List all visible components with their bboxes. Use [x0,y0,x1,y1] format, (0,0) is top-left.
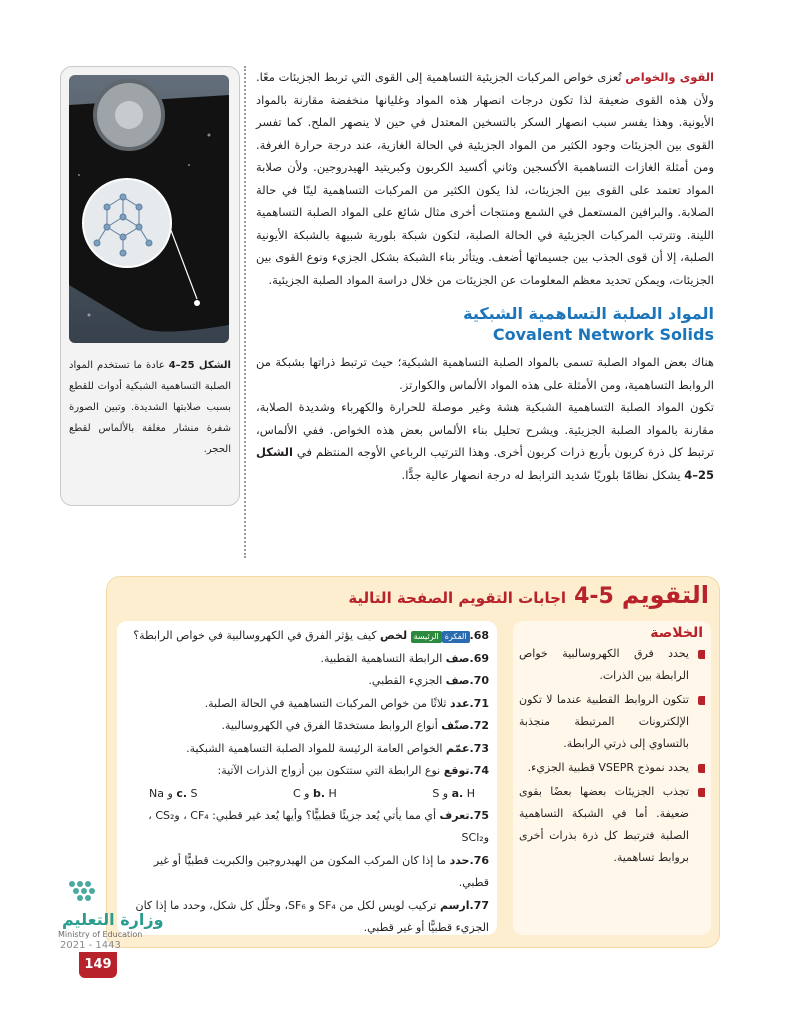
summary-item [513,757,711,779]
ministry-name-arabic: وزارة التعليم [62,910,164,929]
question-verb: حدد [449,853,470,867]
summary-item [513,643,711,687]
summary-item [513,781,711,869]
section-title-english: Covalent Network Solids [492,325,714,344]
pair-letter: c. [176,786,188,800]
assessment-subtitle: اجابات التقويم الصفحة التالية [348,589,567,607]
questions-panel [117,621,497,935]
question-text: تركيب لويس لكل من SF₄ و SF₆، وحلّل كل شكل، وحدد ما إذا كان الجزيء قطبيًّا أو غير قطبي. [135,898,489,934]
question-number: 75. [469,808,489,822]
question-number: 77. [469,898,489,912]
question-text: ما إذا كان المركب المكون من الهيدروجين والكبريت قطبيًّا أو غير قطبي. [153,853,489,889]
question-75 [125,805,489,850]
figure-caption [69,355,231,460]
edition-year: 2021 - 1443 [60,940,121,951]
pair-letter: b. [312,786,326,800]
question-71 [125,693,489,716]
question-text: كيف يؤثر الفرق في الكهروسالبية في خواص الرابطة؟ [133,629,381,642]
question-text: الجزيء القطبي. [368,674,446,687]
pair-b [293,783,337,805]
paragraph-lead: القوى والخواص [625,70,714,84]
question-verb: صنّف [441,719,470,732]
question-verb: عمّم [445,741,470,755]
question-verb: ارسم [439,898,470,912]
page-number: 149 [79,952,117,978]
column-divider [244,66,246,558]
summary-text: يحدد فرق الكهروسالبية خواص الرابطة بين الذرات. [519,647,689,682]
question-text: ثلاثًا من خواص المركبات التساهمية في الحالة الصلبة. [204,696,450,710]
assessment-box [106,576,720,948]
question-text: الخواص العامة الرئيسة للمواد الصلبة التساهمية الشبكية. [186,741,446,755]
question-text: نوع الرابطة التي ستتكون بين أزواج الذرات الآتية: [217,764,444,777]
paragraph-network-properties [256,396,714,486]
idea-tag: الفكرة [442,631,470,643]
saw-blade-photo [69,75,229,343]
caption-label: الشكل 25–4 [168,360,231,371]
question-number: 69. [469,651,489,665]
assessment-title: التقويم [621,581,709,609]
question-73 [125,738,489,761]
question-text: أنواع الروابط مستخدمًا الفرق في الكهروسالبية. [221,719,442,732]
summary-text: تجذب الجزيئات بعضها بعضًا بقوى ضعيفة. أما في الشبكة التساهمية الصلبة فترتبط كل ذرة بذرات أخرى بروابط تساهمية. [519,785,689,864]
main-tag: الرئيسة [411,631,442,643]
paragraph-body: تُعزى خواص المركبات الجزيئية التساهمية إلى القوى التي تربط الجزيئات معًا. ولأن هذه القوى ضعيفة لذا تكون درجات انصهار هذه المواد وغليانها منخفضة مقارنة بالمواد الأيونية. وهذا يفسر سبب انصهار السكر بالتسخين المعتدل في حين لا ينصهر الملح. كما تفسر القوى بين الجزيئات وجود الكثير من المواد الجزيئية في الحالة الغازية، عند درجة حرارة الغرفة. ومن أمثلة الغازات التساهمية الأكسجين وثاني أكسيد الكربون وكبريتيد الهيدروجين. ولأن صلابة المواد تعتمد على القوى بين الجزيئات، لذا يكون الكثير من المركبات التساهمية لينًا في حالة الصلابة. والبرافين المستعمل في الشمع ومنتجات أخرى مثال شائع على المواد الصلبة التساهمية اللينة. وتترتب المركبات الجزيئية في الحالة الصلبة، لتكون شبكة بلورية شبيهة بالشبكة الأيونية الصلبة، إلا أن قوى الجذب بين جسيماتها أضعف. ويتأثر بناء الشبكة بشكل الجزيء ونوع القوى بين الجزيئات، ويمكن تحديد معظم المعلومات عن الجزيئات من خلال دراسة المواد الصلبة الجزيئية. [256,70,714,287]
paragraph-forces-properties [256,66,714,291]
question-verb: تعرف [439,808,470,822]
bullet-icon [698,696,705,705]
summary-text: يحدد نموذج VSEPR قطبية الجزيء. [527,761,689,774]
question-verb: صف [445,651,470,665]
question-text: الرابطة التساهمية القطبية. [320,651,446,665]
pair-atoms: H و C [292,786,337,800]
question-number: 70. [469,674,489,687]
assessment-header [348,581,709,609]
question-verb: توقع [443,764,470,777]
question-70 [125,670,489,693]
bullet-icon [698,788,705,797]
question-text: أي مما يأتي يُعد جزيئًا قطبيًّا؟ وأيها يُعد غير قطبي: CF₄ ، وCS₂ ، وSCl₂ [148,808,489,844]
main-text [256,66,714,486]
question-72 [125,715,489,738]
diamond-saw-image [69,75,229,343]
ministry-name-english: Ministry of Education [58,930,143,939]
pair-atoms: S و Na [149,786,198,800]
pair-atoms: H و S [432,786,475,800]
question-number: 72. [469,719,489,732]
bullet-icon [698,764,705,773]
summary-item [513,689,711,755]
question-verb: صف [445,674,470,687]
pair-letter: a. [451,786,464,800]
summary-text: تتكون الروابط القطبية عندما لا تكون الإلكترونات المرتبطة منجذبة بالتساوي إلى ذرتي الرابطة. [519,693,689,750]
question-74 [125,760,489,783]
figure-reference: الشكل 25–4 [256,445,714,482]
question-74-pairs [125,783,489,805]
question-number: 73. [469,741,489,755]
question-number: 68. [469,629,489,642]
paragraph-network-intro: هناك بعض المواد الصلبة تسمى بالمواد الصلبة التساهمية الشبكية؛ حيث ترتبط ذراتها بشبكة من الروابط التساهمية، ومن الأمثلة على هذه المواد الألماس والكوارتز. [256,355,714,392]
section-title-arabic: المواد الصلبة التساهمية الشبكية [463,304,714,323]
question-76 [125,850,489,895]
summary-title: الخلاصة [650,625,703,641]
summary-panel [513,621,711,935]
question-77 [125,895,489,940]
question-number: 76. [469,853,489,867]
question-68 [125,625,489,648]
question-verb: لخص [380,629,408,642]
question-number: 71. [469,696,489,710]
pair-c [149,783,197,805]
paragraph-text-2: يشكل نظامًا بلوريًا شديد الترابط له درجة انصهار عالية جدًّا. [401,467,685,482]
question-number: 74. [469,764,489,777]
caption-text: عادة ما تستخدم المواد الصلبة التساهمية الشبكية أدوات للقطع بسبب صلابتها الشديدة. وتبين الصورة شفرة منشار مغلفة بالألماس لقطع الحجر. [69,360,231,455]
question-verb: عدد [449,696,470,710]
paragraph-text-1: تكون المواد الصلبة التساهمية الشبكية هشة وغير موصلة للحرارة والكهرباء وشديدة الصلابة، مقارنة بالمواد الصلبة الجزيئية. ويشرح تحليل بناء الألماس بعض هذه الخواص. ففي الألماس، ترتبط كل ذرة كربون بأربع ذرات كربون أخرى. وهذا الترتيب الرباعي الأوجه المنتظم في [256,400,714,459]
figure-box [60,66,240,506]
assessment-number: 4-5 [574,584,614,609]
question-69 [125,648,489,671]
pair-a [432,783,475,805]
bullet-icon [698,650,705,659]
